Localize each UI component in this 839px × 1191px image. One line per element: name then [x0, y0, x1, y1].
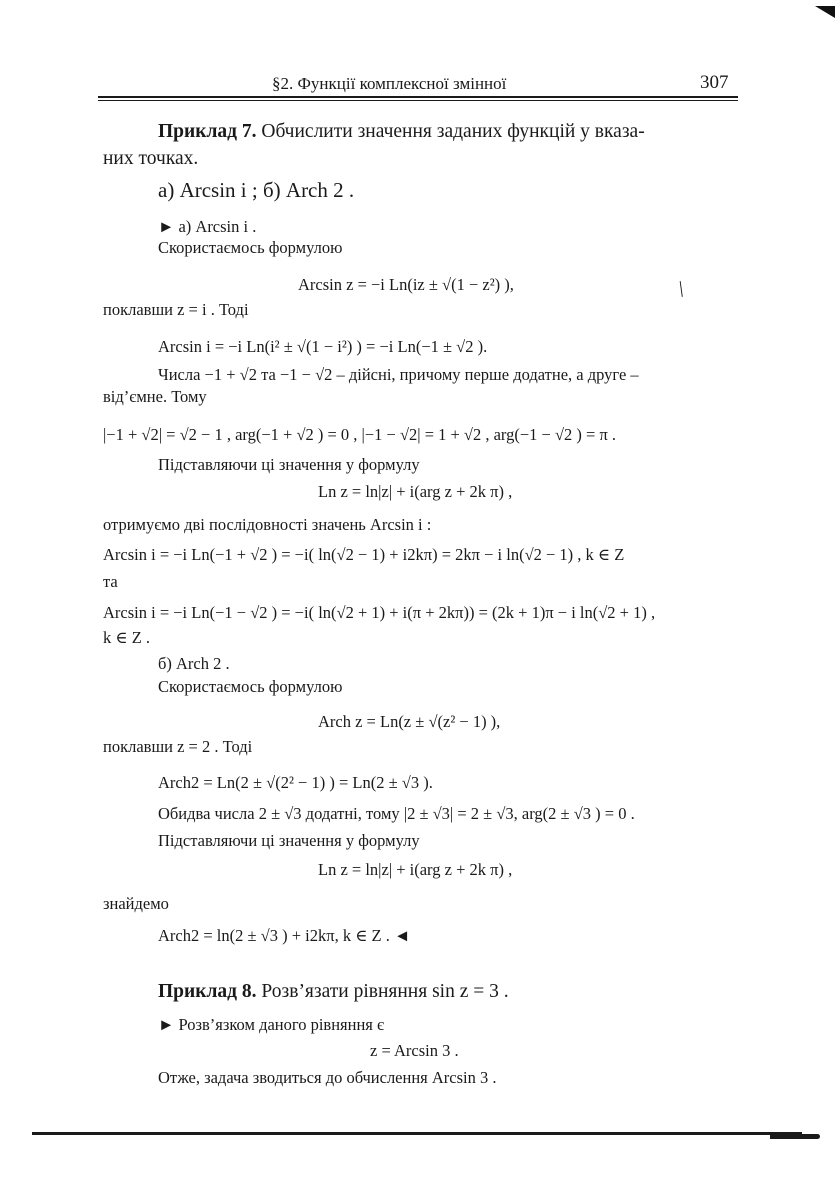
find-text: знайдемо — [103, 894, 169, 913]
ln-formula-1: Ln z = ln|z| + i(arg z + 2k π) , — [318, 482, 513, 501]
moduli-and-args: |−1 + √2| = √2 − 1 , arg(−1 + √2 ) = 0 , |−1 − √2| = 1 + √2 , arg(−1 − √2 ) = π . — [103, 425, 617, 444]
part-b-heading: б) Arch 2 . — [158, 654, 230, 673]
use-formula-a: Скористаємось формулою — [158, 238, 343, 257]
formula-arcsin: Arcsin z = −i Ln(iz ± √(1 − z²) ), — [298, 275, 514, 294]
substitute-a: поклавши z = i . Тоді — [103, 300, 249, 319]
result-arch-2: Arch2 = ln(2 ± √3 ) + i2kπ, k ∈ Z . ◄ — [158, 926, 411, 945]
bottom-scan-rule-tail — [770, 1134, 820, 1139]
equation-arcsin-i: Arcsin i = −i Ln(i² ± √(1 − i²) ) = −i Ln(−1 ± √2 ). — [158, 337, 488, 356]
example-8-label: Приклад 8. — [158, 981, 257, 1002]
example-7-statement — [158, 122, 645, 142]
part-a-heading: ► а) Arcsin i . — [158, 217, 257, 236]
equation-arch-2: Arch2 = Ln(2 ± √(2² − 1) ) = Ln(2 ± √3 ). — [158, 773, 433, 792]
example-8-conclusion: Отже, задача зводиться до обчислення Arcsin 3 . — [158, 1068, 497, 1087]
both-positive-text: Обидва числа 2 ± √3 додатні, тому |2 ± √3| = 2 ± √3, arg(2 ± √3 ) = 0 . — [158, 804, 635, 823]
numbers-text-line1: Числа −1 + √2 та −1 − √2 – дійсні, причому перше додатне, а друге – — [158, 365, 639, 384]
two-sequences-text: отримуємо дві послідовності значень Arcsin i : — [103, 515, 432, 534]
example-7-text: Обчислити значення заданих функцій у вказа- — [256, 121, 645, 142]
header-rule-thin — [98, 100, 738, 101]
example-7-statement-line2: них точках. — [103, 148, 199, 169]
formula-arch: Arch z = Ln(z ± √(z² − 1) ), — [318, 712, 501, 731]
header-rule — [98, 96, 738, 98]
scan-mark: ╱ — [674, 281, 689, 297]
use-formula-b: Скористаємось формулою — [158, 677, 343, 696]
substituting-text-2: Підставляючи ці значення у формулу — [158, 831, 420, 850]
ln-formula-2: Ln z = ln|z| + i(arg z + 2k π) , — [318, 860, 513, 879]
numbers-text-line2: від’ємне. Тому — [103, 387, 207, 406]
sequence-1: Arcsin i = −i Ln(−1 + √2 ) = −i( ln(√2 − 1) + i2kπ) = 2kπ − i ln(√2 − 1) , k ∈ Z — [103, 545, 625, 564]
and-text: та — [103, 572, 118, 591]
substitute-b: поклавши z = 2 . Тоді — [103, 737, 253, 756]
example-7-tasks: а) Arcsin i ; б) Arch 2 . — [158, 178, 355, 202]
example-8-solution-eq: z = Arcsin 3 . — [370, 1041, 459, 1060]
corner-arrow-mark — [815, 6, 835, 18]
bottom-scan-rule — [32, 1132, 802, 1135]
example-7-label: Приклад 7. — [158, 121, 257, 142]
running-header-title: §2. Функції комплексної змінної — [272, 74, 507, 93]
page-number: 307 — [700, 72, 729, 93]
example-8-text: Розв’язати рівняння sin z = 3 . — [256, 981, 509, 1002]
example-8-solution-head: ► Розв’язком даного рівняння є — [158, 1015, 385, 1034]
example-8-statement — [158, 982, 509, 1002]
sequence-2: Arcsin i = −i Ln(−1 − √2 ) = −i( ln(√2 + 1) + i(π + 2kπ)) = (2k + 1)π − i ln(√2 + 1) , — [103, 603, 656, 622]
substituting-text-1: Підставляючи ці значення у формулу — [158, 455, 420, 474]
sequence-2-k: k ∈ Z . — [103, 628, 151, 647]
